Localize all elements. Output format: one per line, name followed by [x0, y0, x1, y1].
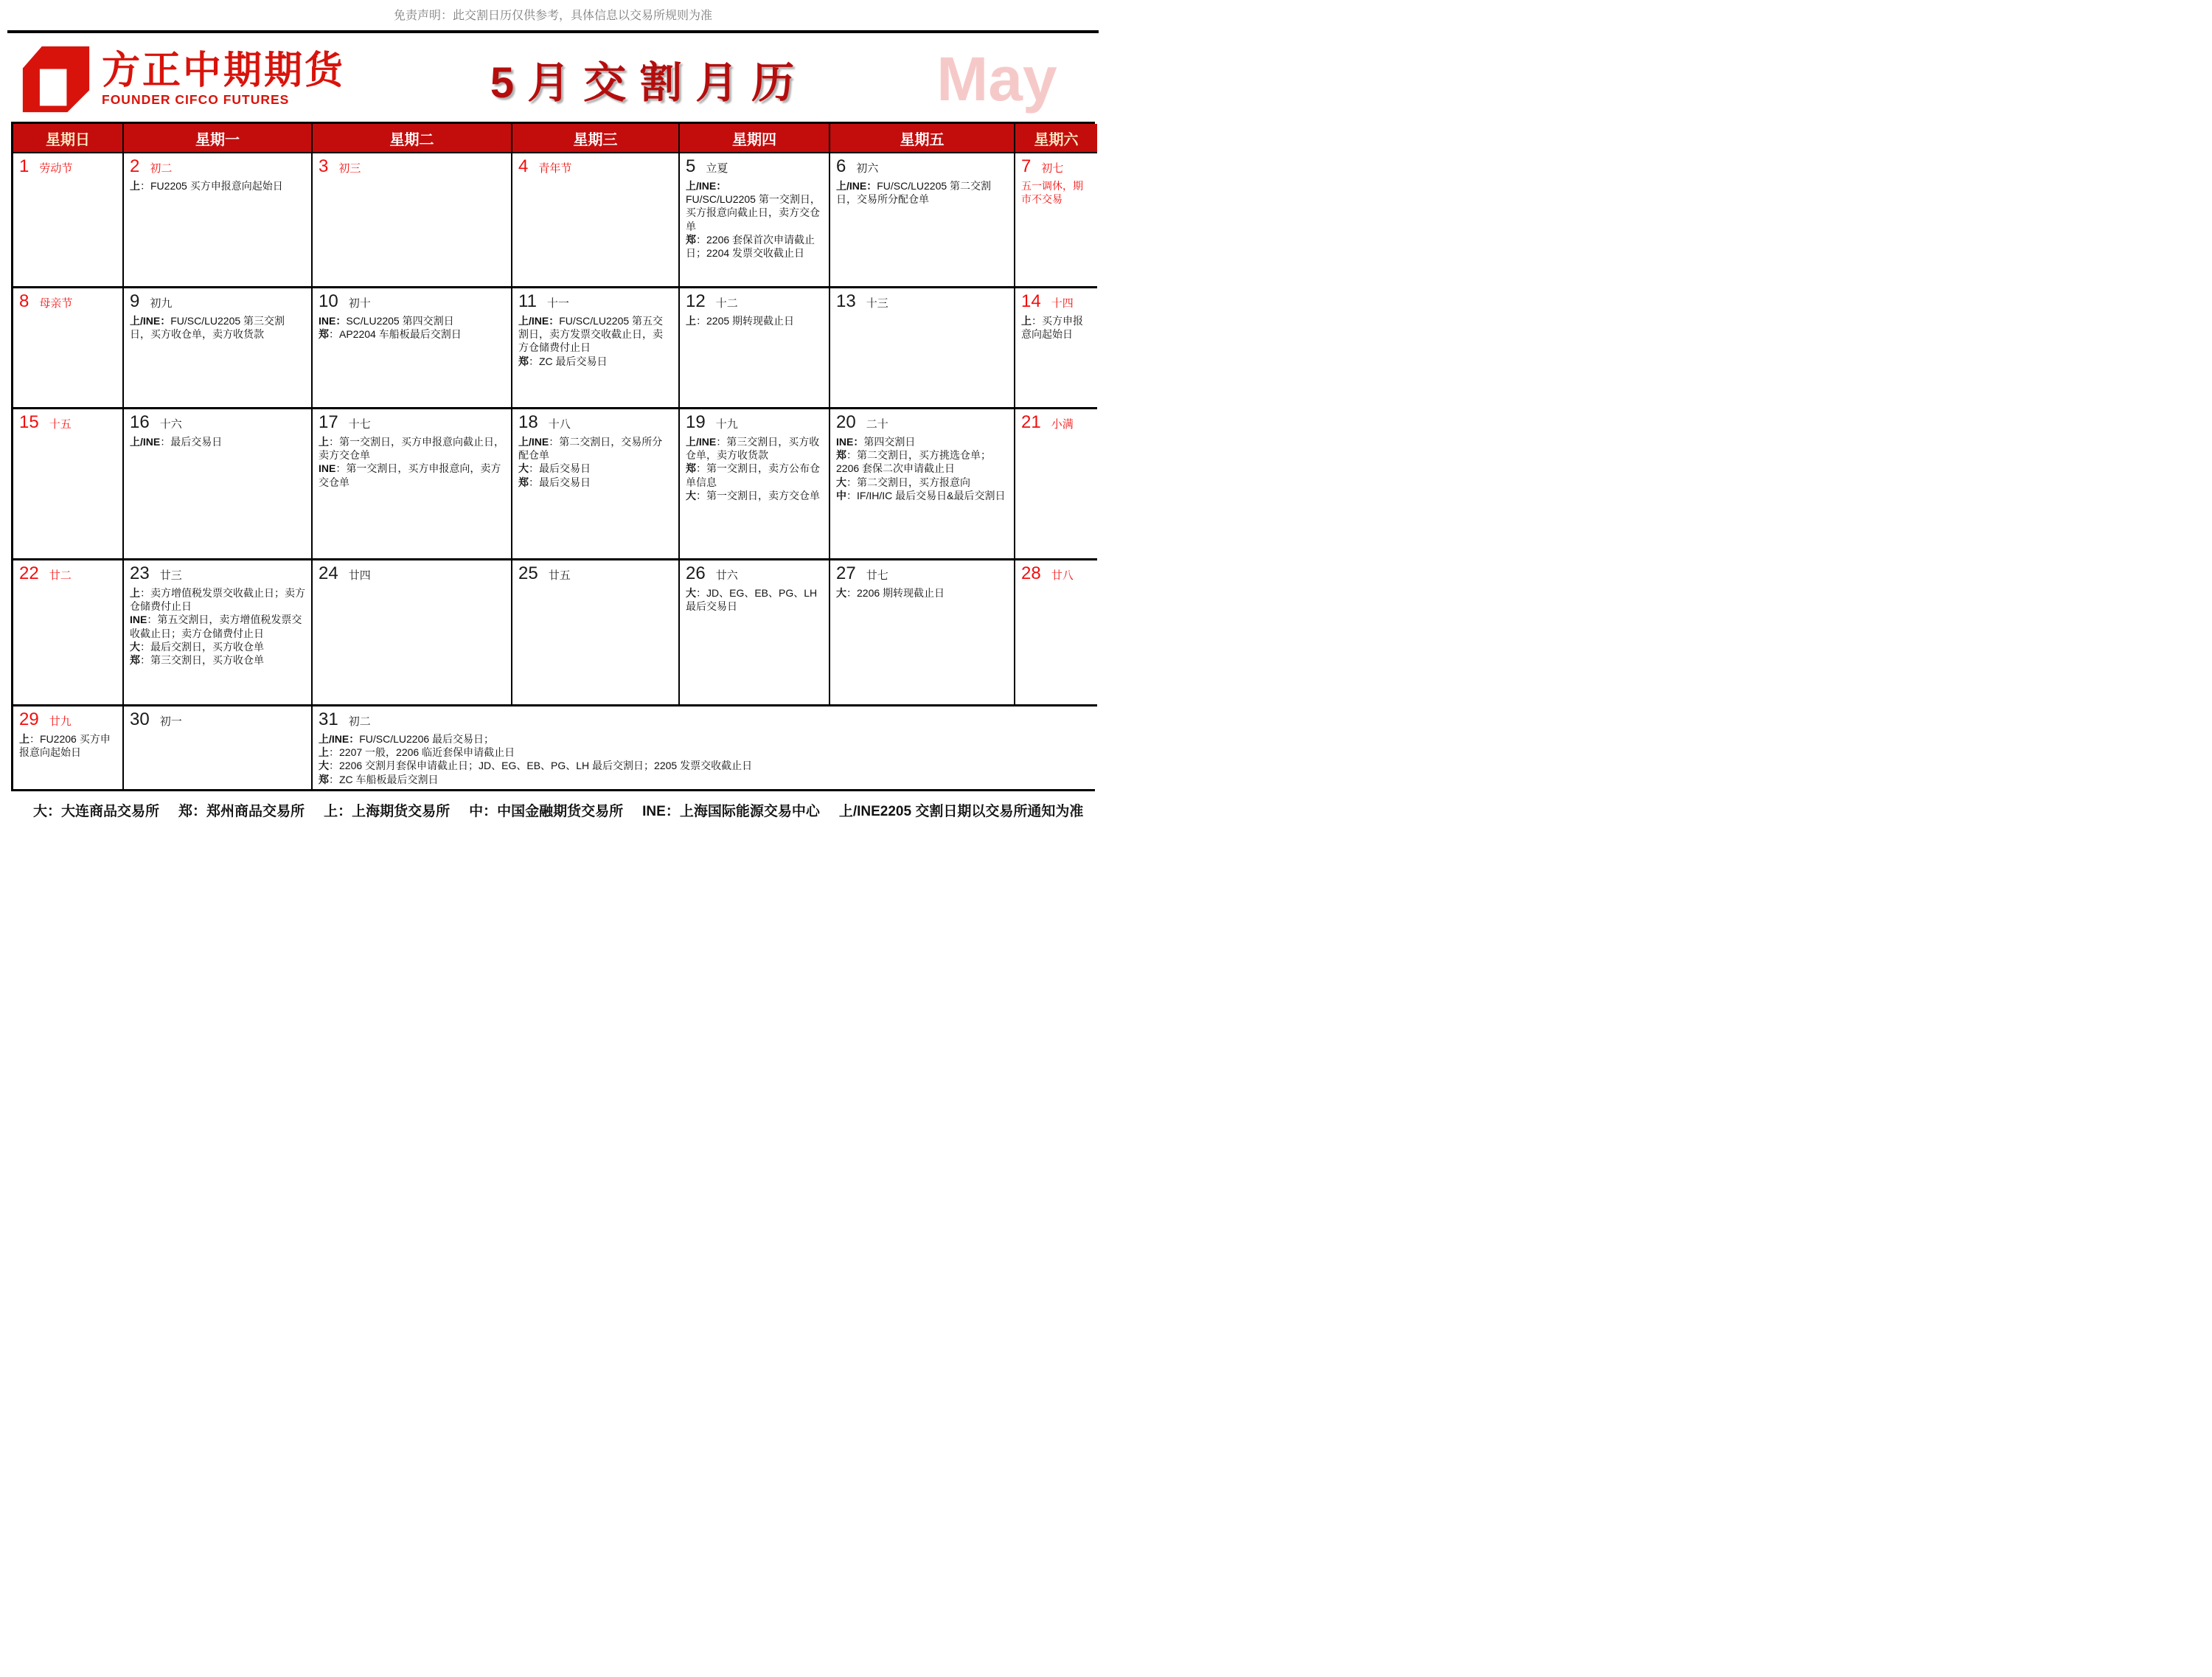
day-head-25 [518, 563, 672, 584]
day-head-27 [836, 563, 1008, 584]
day-cell-16 [124, 409, 313, 560]
day-head-8 [19, 291, 116, 312]
event-line: 郑：第二交割日，买方挑选仓单；2206 套保二次申请截止日 [836, 449, 991, 475]
event-line: 上：2207 一般，2206 临近套保申请截止日 [319, 746, 515, 759]
day-head-26 [686, 563, 823, 584]
lunar-label: 十七 [348, 418, 371, 431]
day-head-4 [518, 156, 672, 177]
day-cell-20 [830, 409, 1015, 560]
lunar-label: 十五 [49, 418, 72, 431]
exchange-prefix: 上 [319, 436, 329, 448]
exchange-prefix: INE： [319, 315, 347, 327]
exchange-prefix: 郑 [319, 773, 329, 785]
lunar-label: 初二 [150, 162, 173, 175]
exchange-prefix: 上/INE [518, 436, 549, 448]
exchange-prefix: 中 [836, 489, 846, 501]
disclaimer-text: 免责声明：此交割日历仅供参考，具体信息以交易所规则为准 [393, 10, 712, 22]
day-number: 28 [1021, 563, 1041, 583]
lunar-label: 十一 [546, 297, 569, 310]
exchange-prefix: 郑 [518, 476, 529, 488]
lunar-label: 廿三 [159, 569, 182, 582]
lunar-label: 初七 [1041, 162, 1064, 175]
event-line: 郑：2206 套保首次申请截止日；2204 发票交收截止日 [686, 233, 815, 259]
legend-item: 中：中国金融期货交易所 [469, 804, 624, 819]
day-cell-5 [680, 153, 830, 288]
day-number: 12 [686, 291, 706, 311]
day-events [130, 586, 305, 667]
day-cell-26 [680, 560, 830, 706]
day-events [686, 435, 823, 502]
event-line: 大：最后交割日，买方收仓单 [130, 640, 264, 653]
day-number: 11 [518, 291, 537, 311]
day-number: 3 [319, 156, 329, 176]
day-cell-15 [13, 409, 124, 560]
legend-key: INE [642, 804, 666, 819]
day-head-9 [130, 291, 305, 312]
event-line: 大：JD、EG、EB、PG、LH 最后交易日 [686, 587, 818, 613]
day-events [319, 732, 1091, 786]
day-cell-23 [124, 560, 313, 706]
day-number: 9 [130, 291, 140, 311]
day-events [1021, 179, 1091, 206]
exchange-prefix: 上/INE： [836, 180, 877, 192]
legend-item: 大：大连商品交易所 [33, 804, 160, 819]
legend-key: 大 [33, 804, 48, 819]
exchange-prefix: 上/INE： [686, 180, 727, 192]
day-head-2 [130, 156, 305, 177]
day-number: 6 [836, 156, 846, 176]
day-number: 29 [19, 709, 39, 729]
legend-item: 上：上海期货交易所 [324, 804, 451, 819]
exchange-prefix: 大 [836, 476, 846, 488]
day-head-24 [319, 563, 505, 584]
day-head-5 [686, 156, 823, 177]
day-head-7 [1021, 156, 1091, 177]
day-head-16 [130, 412, 305, 433]
lunar-label: 二十 [866, 418, 888, 431]
exchange-prefix: 上 [19, 733, 29, 745]
day-events [130, 435, 305, 448]
day-head-20 [836, 412, 1008, 433]
day-cell-17 [313, 409, 512, 560]
exchange-prefix: 上/INE [686, 436, 717, 448]
lunar-label: 十四 [1051, 297, 1074, 310]
lunar-label: 十三 [866, 297, 888, 310]
day-number: 4 [518, 156, 529, 176]
day-number: 7 [1021, 156, 1032, 176]
lunar-label: 初九 [150, 297, 173, 310]
event-line: 郑：ZC 最后交易日 [518, 355, 608, 367]
weekday-header-6: 星期六 [1015, 124, 1097, 153]
day-cell-8 [13, 288, 124, 409]
brand-name-cn: 方正中期期货 [102, 49, 346, 92]
legend-item: INE：上海国际能源交易中心 [642, 804, 820, 819]
lunar-label: 廿七 [866, 569, 888, 582]
exchange-legend [0, 791, 1106, 832]
day-events [130, 179, 305, 192]
day-number: 27 [836, 563, 856, 583]
event-line: 郑：第三交割日，买方收仓单 [130, 653, 264, 666]
day-number: 18 [518, 412, 538, 432]
day-head-30 [130, 709, 305, 730]
day-events [686, 179, 823, 260]
founder-logo-icon [21, 44, 91, 114]
day-cell-11 [512, 288, 680, 409]
day-number: 16 [130, 412, 150, 432]
day-events [319, 314, 505, 341]
event-line: 上/INE：第二交割日，交易所分配仓单 [518, 436, 663, 462]
lunar-label: 初十 [348, 297, 371, 310]
day-cell-30 [124, 706, 313, 789]
event-line: 上/INE：最后交易日 [130, 436, 223, 448]
event-line: 大：最后交易日 [518, 462, 591, 475]
exchange-prefix: 上/INE： [130, 315, 171, 327]
event-line: 郑：最后交易日 [518, 476, 591, 488]
day-number: 25 [518, 563, 538, 583]
exchange-prefix: 大 [686, 489, 696, 501]
day-cell-21 [1015, 409, 1097, 560]
day-head-14 [1021, 291, 1091, 312]
day-head-6 [836, 156, 1008, 177]
exchange-prefix: 上/INE： [319, 733, 360, 745]
day-number: 13 [836, 291, 856, 311]
day-head-23 [130, 563, 305, 584]
exchange-prefix: 大 [836, 587, 846, 599]
day-number: 26 [686, 563, 706, 583]
event-line: 上/INE：FU/SC/LU2205 第五交割日，卖方发票交收截止日，卖方仓储费付止日 [518, 315, 664, 354]
exchange-prefix: 大 [518, 462, 529, 475]
weekday-header-5: 星期五 [830, 124, 1015, 153]
day-cell-7 [1015, 153, 1097, 288]
day-head-3 [319, 156, 505, 177]
legend-item: 上/INE2205 交割日期以交易所通知为准 [838, 804, 1084, 819]
day-cell-3 [313, 153, 512, 288]
weekday-header-4: 星期四 [680, 124, 830, 153]
exchange-prefix: INE [319, 462, 336, 475]
lunar-label: 廿四 [348, 569, 371, 582]
exchange-prefix: 上 [130, 180, 140, 192]
day-cell-4 [512, 153, 680, 288]
day-cell-2 [124, 153, 313, 288]
lunar-label: 廿二 [49, 569, 72, 582]
day-events [319, 435, 505, 489]
event-line: FU/SC/LU2205 第一交割日，买方报意向截止日，卖方交仓单 [686, 193, 821, 232]
day-number: 5 [686, 156, 696, 176]
day-cell-27 [830, 560, 1015, 706]
lunar-label: 初三 [338, 162, 361, 175]
day-head-28 [1021, 563, 1091, 584]
event-line: 上/INE：FU/SC/LU2205 第二交割日，交易所分配仓单 [836, 180, 992, 206]
day-number: 31 [319, 709, 338, 729]
day-cell-10 [313, 288, 512, 409]
exchange-prefix: 郑 [518, 355, 529, 367]
day-number: 1 [19, 156, 29, 176]
event-line: 上：卖方增值税发票交收截止日；卖方仓储费付止日 [130, 587, 305, 613]
lunar-label: 立夏 [706, 162, 728, 175]
day-events [836, 179, 1008, 206]
brand-name-en: FOUNDER CIFCO FUTURES [102, 92, 290, 108]
exchange-prefix: 郑 [130, 653, 140, 666]
day-events [518, 435, 672, 489]
legend-key: 上 [324, 804, 338, 819]
day-cell-9 [124, 288, 313, 409]
day-cell-18 [512, 409, 680, 560]
day-number: 24 [319, 563, 338, 583]
exchange-prefix: 上 [130, 587, 140, 599]
calendar-grid [11, 122, 1095, 791]
event-line: 大：2206 期转现截止日 [836, 587, 945, 599]
day-events [518, 314, 672, 368]
exchange-prefix: 大 [686, 587, 696, 599]
event-line: 郑：AP2204 车船板最后交割日 [319, 328, 462, 341]
exchange-prefix: 上 [319, 746, 329, 759]
lunar-label: 廿五 [548, 569, 571, 582]
day-cell-14 [1015, 288, 1097, 409]
day-number: 21 [1021, 412, 1041, 432]
day-cell-1 [13, 153, 124, 288]
exchange-prefix: INE [130, 614, 147, 626]
exchange-prefix: 上/INE [130, 436, 161, 448]
day-number: 15 [19, 412, 39, 432]
event-line: 上/INE：第三交割日，买方收仓单，卖方收货款 [686, 436, 820, 462]
day-number: 23 [130, 563, 150, 583]
day-cell-12 [680, 288, 830, 409]
event-line: 郑：ZC 车船板最后交割日 [319, 773, 439, 785]
exchange-prefix: 上 [1021, 315, 1032, 327]
day-events [836, 586, 1008, 600]
lunar-label: 初二 [348, 715, 371, 728]
day-number: 20 [836, 412, 856, 432]
event-line: 郑：第一交割日，卖方公布仓单信息 [686, 462, 820, 488]
exchange-prefix: 大 [319, 760, 329, 772]
event-line: INE：第四交割日 [836, 436, 916, 448]
event-line: 上：FU2206 买方申报意向起始日 [19, 733, 111, 759]
event-line: INE：第五交割日，卖方增值税发票交收截止日；卖方仓储费付止日 [130, 614, 302, 639]
day-head-1 [19, 156, 116, 177]
day-head-19 [686, 412, 823, 433]
lunar-label: 十八 [548, 418, 571, 431]
day-number: 8 [19, 291, 29, 311]
day-events [1021, 314, 1091, 341]
exchange-prefix: 郑 [319, 328, 329, 341]
event-line: 上/INE：FU/SC/LU2205 第三交割日，买方收仓单，卖方收货款 [130, 315, 285, 341]
day-number: 19 [686, 412, 706, 432]
day-head-22 [19, 563, 116, 584]
day-events [130, 314, 305, 341]
lunar-label: 小满 [1051, 418, 1074, 431]
day-cell-29 [13, 706, 124, 789]
day-events [686, 586, 823, 613]
day-head-29 [19, 709, 116, 730]
day-events [836, 435, 1008, 502]
day-head-13 [836, 291, 1008, 312]
weekday-header-1: 星期一 [124, 124, 313, 153]
legend-key: 郑 [178, 804, 193, 819]
event-line [686, 179, 823, 192]
day-head-31 [319, 709, 1091, 730]
event-line: 上/INE：FU/SC/LU2206 最后交易日； [319, 733, 495, 745]
month-english-label: May [936, 44, 1057, 114]
day-cell-25 [512, 560, 680, 706]
lunar-label: 廿六 [715, 569, 738, 582]
weekday-header-0: 星期日 [13, 124, 124, 153]
event-line: 大：2206 交割月套保申请截止日；JD、EG、EB、PG、LH 最后交割日；2205 发票交收截止日 [319, 760, 753, 772]
lunar-label: 十二 [715, 297, 738, 310]
day-number: 14 [1021, 291, 1041, 311]
event-line: INE：第一交割日，买方申报意向，卖方交仓单 [319, 462, 501, 488]
exchange-prefix: 郑 [686, 233, 696, 246]
lunar-label: 初一 [159, 715, 182, 728]
day-number: 10 [319, 291, 338, 311]
day-number: 30 [130, 709, 150, 729]
day-head-17 [319, 412, 505, 433]
exchange-prefix: 大 [130, 640, 140, 653]
exchange-prefix: 上 [686, 315, 696, 327]
brand-block [21, 44, 389, 114]
event-line: 大：第二交割日，买方报意向 [836, 476, 970, 488]
day-number: 22 [19, 563, 39, 583]
lunar-label: 廿八 [1051, 569, 1074, 582]
exchange-prefix: 上/INE： [518, 315, 560, 327]
event-line: 五一调休，期市不交易 [1021, 180, 1083, 206]
event-line: 上：2205 期转现截止日 [686, 315, 795, 327]
event-line: 上：FU2205 买方申报意向起始日 [130, 180, 283, 192]
legend-key: 中 [469, 804, 484, 819]
event-line: 中：IF/IH/IC 最后交易日&最后交割日 [836, 489, 1006, 501]
day-cell-19 [680, 409, 830, 560]
day-cell-31 [313, 706, 1097, 789]
weekday-header-3: 星期三 [512, 124, 680, 153]
day-head-10 [319, 291, 505, 312]
lunar-label: 母亲节 [39, 297, 73, 310]
exchange-prefix: INE： [836, 436, 864, 448]
lunar-label: 初六 [856, 162, 879, 175]
day-number: 17 [319, 412, 338, 432]
day-events [19, 732, 116, 759]
poster-header [0, 33, 1106, 117]
calendar-poster [0, 0, 1106, 832]
brand-text [102, 50, 345, 108]
day-cell-24 [313, 560, 512, 706]
weekday-header-2: 星期二 [313, 124, 512, 153]
event-line: 上：第一交割日，买方申报意向截止日，卖方交仓单 [319, 436, 504, 462]
day-head-21 [1021, 412, 1091, 433]
day-head-11 [518, 291, 672, 312]
day-cell-28 [1015, 560, 1097, 706]
page-title: 5月交割月历 [490, 59, 808, 107]
lunar-label: 十九 [715, 418, 738, 431]
event-line: INE：SC/LU2205 第四交割日 [319, 315, 454, 327]
event-line: 大：第一交割日，卖方交仓单 [686, 489, 820, 501]
day-head-12 [686, 291, 823, 312]
lunar-label: 廿九 [49, 715, 72, 728]
exchange-prefix: 郑 [836, 449, 846, 462]
lunar-label: 劳动节 [39, 162, 73, 175]
day-cell-6 [830, 153, 1015, 288]
day-number: 2 [130, 156, 140, 176]
exchange-prefix: 郑 [686, 462, 696, 475]
lunar-label: 十六 [159, 418, 182, 431]
day-cell-22 [13, 560, 124, 706]
legend-item: 郑：郑州商品交易所 [178, 804, 305, 819]
day-head-15 [19, 412, 116, 433]
day-events [686, 314, 823, 327]
day-cell-13 [830, 288, 1015, 409]
lunar-label: 青年节 [538, 162, 572, 175]
event-line: 上：买方申报意向起始日 [1021, 315, 1083, 341]
day-head-18 [518, 412, 672, 433]
